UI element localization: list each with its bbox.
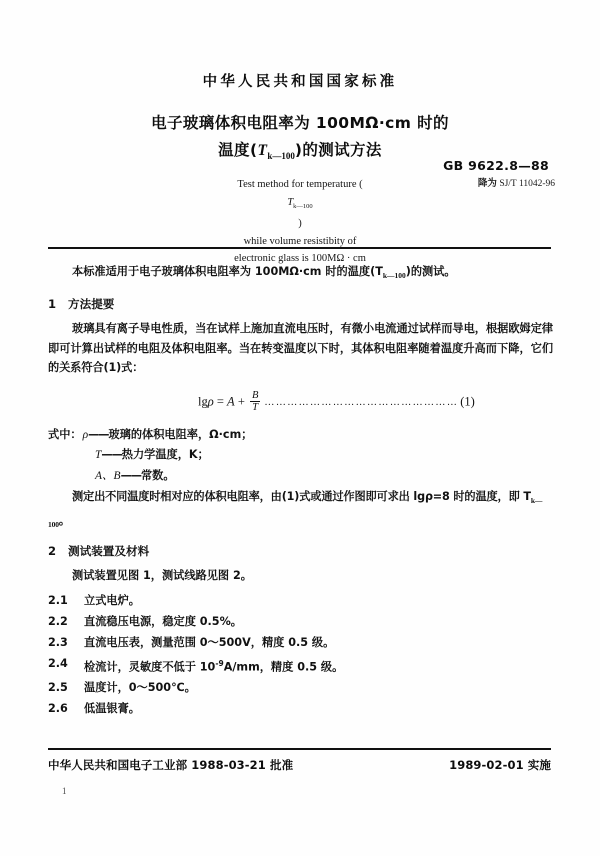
title-cn-line1: 电子玻璃体积电阻率为 100MΩ·cm 时的 bbox=[151, 114, 449, 132]
standard-number: GB 9622.8—88 bbox=[443, 158, 549, 173]
list-item bbox=[48, 632, 553, 653]
title-en-line2: while volume resistibity of bbox=[243, 235, 357, 247]
title-cn-subscript: k—100 bbox=[267, 151, 295, 162]
formula-1 bbox=[48, 391, 553, 414]
item-number: 2.4 bbox=[48, 656, 68, 670]
effective-date: 1989-02-01 实施 bbox=[449, 758, 551, 772]
title-english bbox=[0, 176, 600, 268]
item-text: 低温银膏。 bbox=[84, 702, 140, 716]
item-superscript: -9 bbox=[215, 658, 224, 668]
item-number: 2.1 bbox=[48, 593, 68, 607]
formula-denominator: T bbox=[252, 401, 259, 413]
list-item bbox=[48, 653, 553, 678]
formula-lhs: lg bbox=[198, 394, 208, 409]
where-row-2 bbox=[48, 466, 553, 487]
title-cn-symbol: T bbox=[257, 142, 268, 159]
title-cn-line2-suffix: )的测试方法 bbox=[294, 141, 382, 159]
formula-leader-dots: …………………………………………… bbox=[264, 397, 459, 409]
item-text: 直流稳压电源，稳定度 0.5%。 bbox=[84, 614, 242, 628]
where-dash-1: —— bbox=[101, 448, 122, 462]
section-2-title: 测试装置及材料 bbox=[68, 543, 150, 558]
item-text bbox=[84, 653, 553, 678]
where-closing bbox=[48, 487, 553, 534]
item-text: 直流电压表，测量范围 0～500V，精度 0.5 级。 bbox=[84, 635, 335, 649]
section-1-paragraph: 玻璃具有离子导电性质，当在试样上施加直流电压时，有微小电流通过试样而导电，根据欧姆定律即可计算出试样的电阻及体积电阻率。当在转变温度以下时，其体积电阻率随着温度升高而下降，它们的关系符合(1)式： bbox=[48, 322, 553, 375]
item-number: 2.3 bbox=[48, 635, 68, 649]
formula-fraction bbox=[250, 390, 260, 413]
formula-term-a: A bbox=[227, 394, 235, 409]
where-symbol-0: ρ bbox=[82, 428, 89, 441]
replacement-prefix: 降为 bbox=[477, 178, 497, 189]
section-1-title: 方法提要 bbox=[68, 296, 115, 311]
replacement-number: SJ/T 11042-96 bbox=[499, 179, 555, 189]
title-cn-line2-prefix: 温度( bbox=[218, 141, 258, 159]
where-label: 式中： bbox=[48, 427, 82, 441]
section-2-intro: 测试装置见图 1，测试线路见图 2。 bbox=[72, 569, 252, 583]
where-row-0 bbox=[48, 425, 553, 446]
formula-plus: + bbox=[237, 394, 245, 409]
title-en-symbol: T bbox=[287, 196, 294, 208]
where-dash-0: —— bbox=[88, 427, 109, 441]
section-1-heading bbox=[48, 295, 553, 315]
footer-divider bbox=[48, 748, 551, 750]
where-closing-after: 。 bbox=[58, 513, 70, 527]
where-desc-0: 玻璃的体积电阻率，Ω·cm； bbox=[108, 427, 253, 441]
formula-rho: ρ bbox=[207, 394, 214, 409]
item-text: 温度计，0～500℃。 bbox=[84, 681, 196, 695]
section-2-heading bbox=[48, 542, 553, 562]
where-symbol-2: A、B bbox=[95, 469, 121, 482]
item-text-after: A/mm，精度 0.5 级。 bbox=[223, 660, 344, 674]
masthead bbox=[0, 70, 600, 91]
title-en-line1-suffix: ) bbox=[298, 218, 302, 230]
where-closing-subscript: k—100 bbox=[48, 496, 543, 530]
document-body bbox=[48, 262, 553, 719]
formula-equals: = bbox=[216, 394, 224, 409]
page-number: 1 bbox=[62, 786, 67, 796]
title-en-subscript: k—100 bbox=[293, 202, 313, 210]
where-desc-2: 常数。 bbox=[140, 468, 175, 482]
scope-statement bbox=[48, 262, 553, 286]
formula-numerator: B bbox=[252, 389, 259, 401]
formula-label: (1) bbox=[460, 394, 475, 409]
equipment-list bbox=[48, 590, 553, 720]
national-standard-header: 中华人民共和国国家标准 bbox=[202, 74, 398, 90]
where-row-1 bbox=[48, 445, 553, 466]
title-en-line1 bbox=[0, 176, 600, 233]
item-number: 2.5 bbox=[48, 681, 68, 695]
scope-text: 本标准适用于电子玻璃体积电阻率为 100MΩ·cm 时的温度(T bbox=[72, 265, 383, 278]
section-2-number: 2 bbox=[48, 543, 57, 558]
list-item bbox=[48, 590, 553, 611]
scope-text-after: )的测试。 bbox=[405, 265, 456, 278]
where-symbol-1: T bbox=[95, 449, 102, 462]
item-number: 2.2 bbox=[48, 614, 68, 628]
where-dash-2: —— bbox=[120, 468, 141, 482]
section-1-number: 1 bbox=[48, 296, 57, 311]
where-desc-1: 热力学温度，K； bbox=[121, 448, 209, 462]
approval-statement: 中华人民共和国电子工业部 1988-03-21 批准 bbox=[48, 758, 294, 772]
scope-subscript: k—100 bbox=[382, 271, 406, 281]
title-en-line1-prefix: Test method for temperature ( bbox=[237, 179, 363, 190]
list-item bbox=[48, 677, 553, 698]
header-divider bbox=[48, 247, 551, 249]
list-item bbox=[48, 698, 553, 719]
list-item bbox=[48, 611, 553, 632]
item-text-before: 检流计，灵敏度不低于 10 bbox=[84, 660, 216, 674]
page-footer bbox=[48, 757, 551, 773]
title-en-line3: electronic glass is 100MΩ · cm bbox=[234, 253, 366, 265]
where-closing-text: 测定出不同温度时相对应的体积电阻率，由(1)式或通过作图即可求出 lgρ=8 时的温度，即 T bbox=[72, 490, 531, 504]
item-number: 2.6 bbox=[48, 702, 68, 716]
item-text: 立式电炉。 bbox=[84, 593, 140, 607]
